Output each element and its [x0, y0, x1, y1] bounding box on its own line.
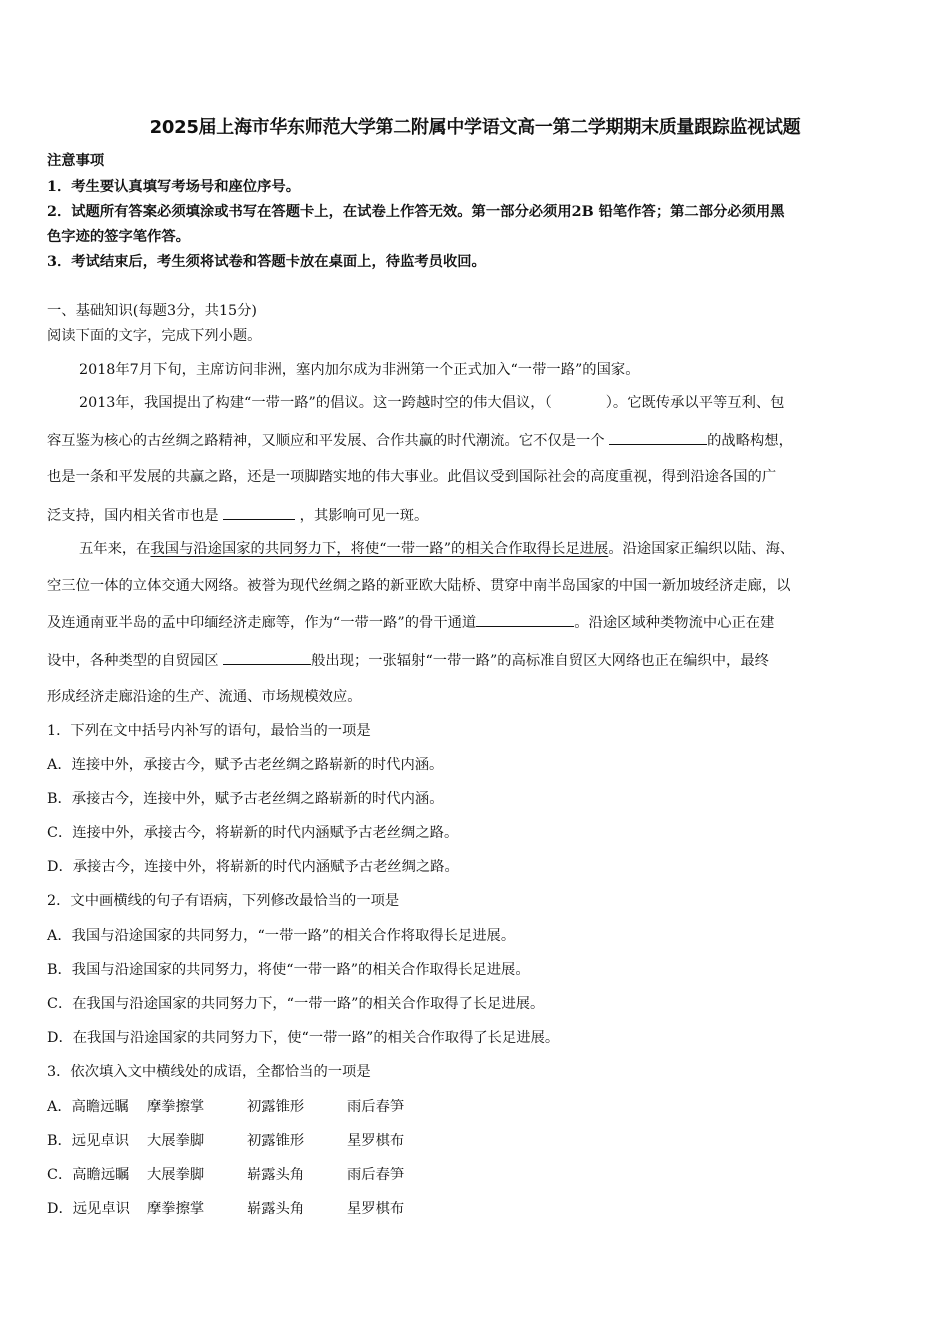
notice-item: 2．试题所有答案必须填涂或书写在答题卡上，在试卷上作答无效。第一部分必须用2B 铅笔作答；第二部分必须用黑: [47, 204, 785, 220]
question-option: A．我国与沿途国家的共同努力，“一带一路”的相关合作将取得长足进展。: [47, 928, 516, 944]
section-heading: 一、基础知识(每题3分，共15分): [47, 303, 258, 319]
passage-text: 。沿途国家正编织以陆、海、: [608, 541, 795, 557]
question-option: B．我国与沿途国家的共同努力，将使“一带一路”的相关合作取得长足进展。: [47, 962, 530, 978]
option-cell: 雨后春笋: [347, 1167, 405, 1183]
question-option: D．承接古今，连接中外，将崭新的时代内涵赋予古老丝绸之路。: [47, 859, 459, 875]
option-cell: 初露锥形: [247, 1133, 305, 1149]
underlined-sentence: 我国与沿途国家的共同努力下，将使“一带一路”的相关合作取得长足进展: [150, 541, 609, 557]
question-option-row: [47, 1199, 447, 1219]
notice-item: 色字迹的签字笔作答。: [47, 229, 190, 245]
option-cell: C．高瞻远瞩: [47, 1167, 130, 1183]
option-cell: 崭露头角: [247, 1167, 305, 1183]
option-cell: 摩拳擦掌: [147, 1201, 205, 1217]
option-cell: 大展拳脚: [147, 1167, 205, 1183]
passage-text: 。沿途区域种类物流中心正在建: [574, 615, 775, 631]
question-stem: 2．文中画横线的句子有语病，下列修改最恰当的一项是: [47, 893, 400, 909]
question-option: C．在我国与沿途国家的共同努力下，“一带一路”的相关合作取得了长足进展。: [47, 996, 545, 1012]
passage-line: [79, 539, 794, 559]
passage-line: [47, 505, 428, 526]
section-intro: 阅读下面的文字，完成下列小题。: [47, 328, 262, 344]
fill-blank: [223, 650, 311, 665]
passage-line: [47, 650, 769, 671]
question-option-row: [47, 1131, 447, 1151]
passage-paragraph: 2018年7月下旬，主席访问非洲，塞内加尔成为非洲第一个正式加入“一带一路”的国家。: [79, 362, 640, 378]
question-option: A．连接中外，承接古今，赋予古老丝绸之路崭新的时代内涵。: [47, 757, 444, 773]
notice-item: 1．考生要认真填写考场号和座位序号。: [47, 179, 300, 195]
passage-line: 形成经济走廊沿途的生产、流通、市场规模效应。: [47, 689, 362, 705]
fill-blank: [609, 430, 707, 445]
option-cell: 星罗棋布: [347, 1133, 405, 1149]
question-option: C．连接中外，承接古今，将崭新的时代内涵赋予古老丝绸之路。: [47, 825, 459, 841]
option-cell: D．远见卓识: [47, 1201, 130, 1217]
passage-text: 2013年，我国提出了构建“一带一路”的倡议。这一跨越时空的伟大倡议，（: [79, 395, 552, 411]
option-cell: 初露锥形: [247, 1099, 305, 1115]
option-cell: 摩拳擦掌: [147, 1099, 205, 1115]
fill-blank: [223, 505, 295, 520]
question-option-row: [47, 1165, 447, 1185]
notice-item: 3．考试结束后，考生须将试卷和答题卡放在桌面上，待监考员收回。: [47, 254, 486, 270]
passage-line: 也是一条和平发展的共赢之路，还是一项脚踏实地的伟大事业。此倡议受到国际社会的高度重视，得到沿途各国的广: [47, 469, 777, 485]
passage-text: 般出现；一张辐射“一带一路”的高标准自贸区大网络也正在编织中，最终: [311, 653, 769, 669]
option-cell: B．远见卓识: [47, 1133, 129, 1149]
option-cell: 星罗棋布: [347, 1201, 405, 1217]
fill-blank: [476, 612, 574, 627]
passage-line: [47, 612, 774, 633]
question-option: D．在我国与沿途国家的共同努力下，使“一带一路”的相关合作取得了长足进展。: [47, 1030, 560, 1046]
page-title: 2025届上海市华东师范大学第二附属中学语文高一第二学期期末质量跟踪监视试题: [149, 117, 801, 138]
option-cell: 崭露头角: [247, 1201, 305, 1217]
passage-text: 设中，各种类型的自贸园区: [47, 653, 219, 669]
notice-heading: 注意事项: [47, 153, 105, 169]
option-cell: 雨后春笋: [347, 1099, 405, 1115]
passage-line: 空三位一体的立体交通大网络。被誉为现代丝绸之路的新亚欧大陆桥、贯穿中南半岛国家的中国一新加坡经济走廊，以: [47, 578, 791, 594]
passage-text: 五年来，在: [79, 541, 151, 557]
question-stem: 1．下列在文中括号内补写的语句，最恰当的一项是: [47, 723, 371, 739]
option-cell: 大展拳脚: [147, 1133, 205, 1149]
passage-text: 及连通南亚半岛的孟中印缅经济走廊等，作为“一带一路”的骨干通道: [47, 615, 477, 631]
question-stem: 3．依次填入文中横线处的成语，全都恰当的一项是: [47, 1064, 371, 1080]
passage-text: ）。它既传承以平等互利、包: [605, 395, 785, 411]
passage-text: ，其影响可见一斑。: [299, 508, 429, 524]
passage-text: 泛支持，国内相关省市也是: [47, 508, 219, 524]
passage-line: [47, 430, 793, 451]
passage-text: 的战略构想，: [707, 433, 793, 449]
passage-text: 容互鉴为核心的古丝绸之路精神，又顺应和平发展、合作共赢的时代潮流。它不仅是一个: [47, 433, 605, 449]
question-option: B．承接古今，连接中外，赋予古老丝绸之路崭新的时代内涵。: [47, 791, 444, 807]
question-option-row: [47, 1097, 447, 1117]
passage-line: [79, 393, 784, 413]
option-cell: A．高瞻远瞩: [47, 1099, 129, 1115]
